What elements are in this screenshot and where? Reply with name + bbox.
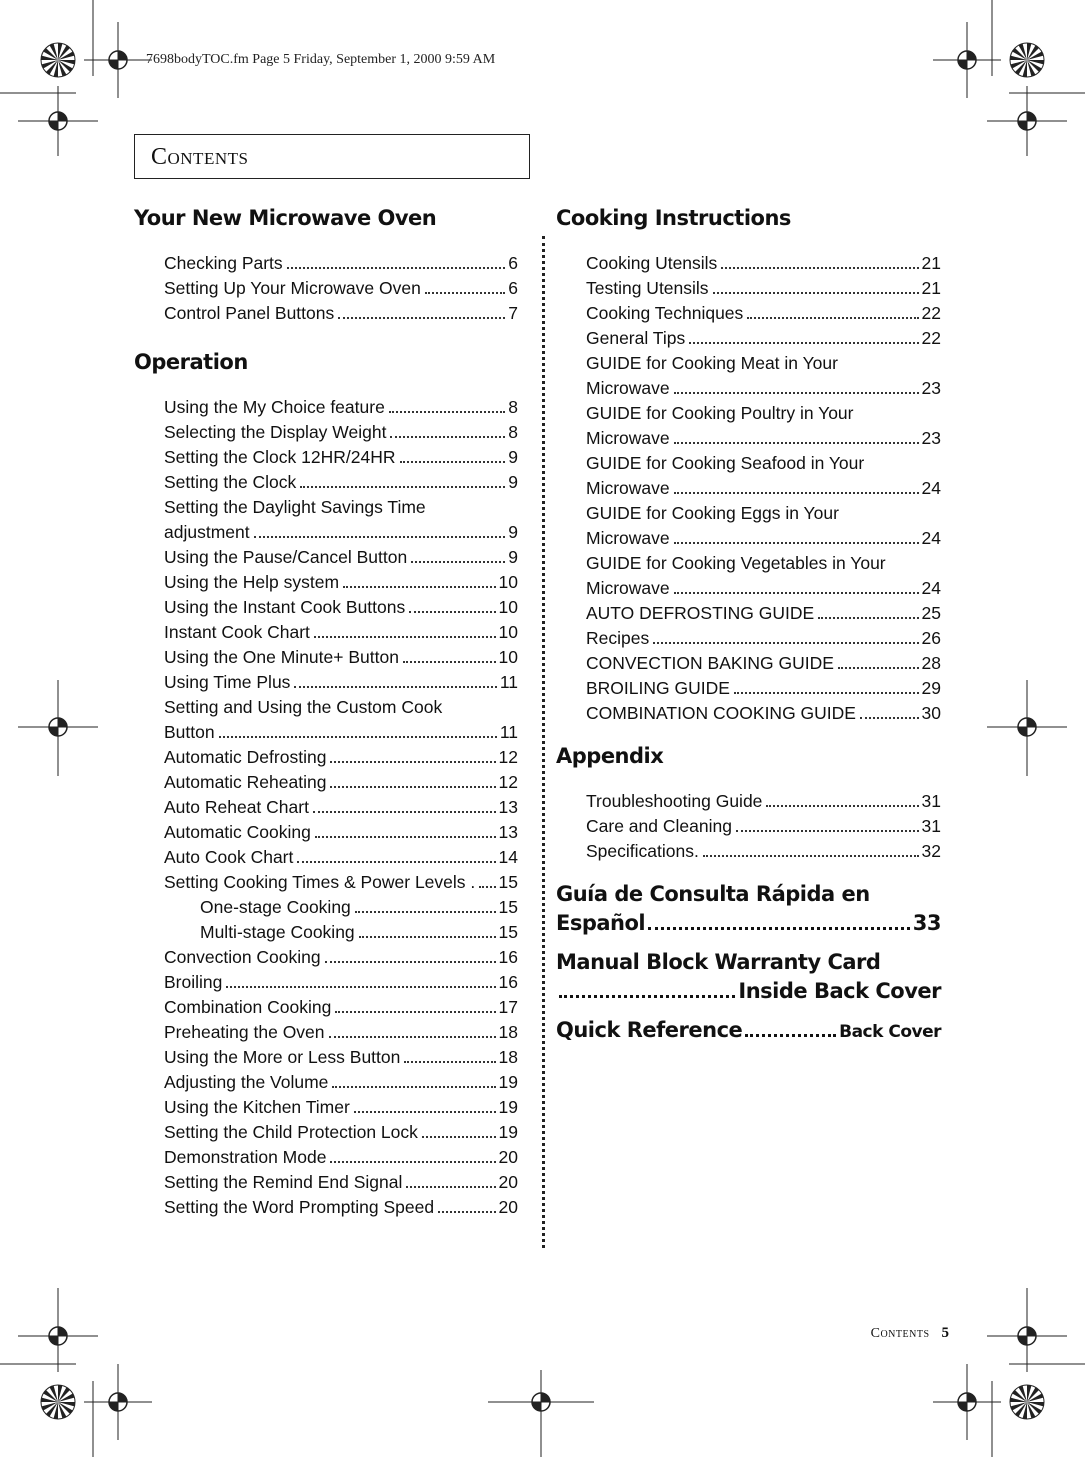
dot-leader xyxy=(359,936,496,938)
toc-entry[interactable] xyxy=(134,795,518,820)
toc-page-number: 21 xyxy=(921,278,941,298)
toc-entry[interactable] xyxy=(556,251,941,276)
toc-entry-label: One-stage Cooking xyxy=(200,897,351,917)
dot-leader xyxy=(559,995,735,998)
dot-leader xyxy=(254,536,506,538)
toc-entry[interactable] xyxy=(134,895,518,920)
dot-leader xyxy=(314,636,496,638)
toc-entry-label: Automatic Reheating xyxy=(164,772,327,792)
toc-entry-label: Using the More or Less Button xyxy=(164,1047,401,1067)
dot-leader xyxy=(404,1061,495,1063)
section-heading: Your New Microwave Oven xyxy=(134,206,437,230)
toc-page-number: 19 xyxy=(498,1072,518,1092)
toc-entry[interactable] xyxy=(556,789,941,814)
dot-leader xyxy=(406,1186,495,1188)
dot-leader xyxy=(329,1036,496,1038)
toc-entry[interactable] xyxy=(134,870,518,895)
toc-page-number: 10 xyxy=(498,597,518,617)
dot-leader xyxy=(736,830,919,832)
toc-entry[interactable] xyxy=(556,676,941,701)
toc-entry[interactable] xyxy=(134,1070,518,1095)
toc-entry[interactable] xyxy=(556,626,941,651)
toc-entry[interactable] xyxy=(134,420,518,445)
toc-list xyxy=(134,251,518,326)
dot-leader xyxy=(674,442,919,444)
dot-leader xyxy=(389,411,505,413)
toc-page-number: 19 xyxy=(498,1097,518,1117)
dot-leader xyxy=(294,686,496,688)
toc-entry[interactable] xyxy=(556,814,941,839)
toc-page-number: 9 xyxy=(508,472,518,492)
dot-leader xyxy=(674,592,919,594)
toc-page-number: 12 xyxy=(498,747,518,767)
dot-leader xyxy=(674,392,919,394)
toc-entry-label: GUIDE for Cooking Eggs in Your xyxy=(586,503,839,523)
dot-leader xyxy=(332,1086,495,1088)
toc-page-number: 11 xyxy=(499,722,518,742)
toc-entry-label: Recipes xyxy=(586,628,650,648)
toc-page-number: 10 xyxy=(498,572,518,592)
toc-entry[interactable] xyxy=(134,670,518,695)
toc-entry[interactable] xyxy=(134,1145,518,1170)
dot-leader xyxy=(330,786,495,788)
dot-leader xyxy=(818,617,918,619)
section-heading: Appendix xyxy=(556,744,664,768)
toc-entry[interactable] xyxy=(556,651,941,676)
dot-leader xyxy=(838,667,919,669)
toc-page-number: 16 xyxy=(498,972,518,992)
toc-page-number: 9 xyxy=(508,547,518,567)
toc-page-number: 8 xyxy=(508,397,518,417)
toc-entry[interactable] xyxy=(134,595,518,620)
toc-entry-label: Setting the Remind End Signal xyxy=(164,1172,403,1192)
toc-entry[interactable] xyxy=(134,770,518,795)
toc-entry[interactable] xyxy=(134,545,518,570)
dot-leader xyxy=(689,342,918,344)
page-footer xyxy=(871,1324,949,1342)
toc-page-number: 25 xyxy=(921,603,941,623)
toc-entry-continued[interactable] xyxy=(556,576,941,601)
toc-entry[interactable] xyxy=(134,695,518,720)
dot-leader xyxy=(653,642,918,644)
toc-entry[interactable] xyxy=(134,276,518,301)
toc-entry[interactable] xyxy=(134,620,518,645)
toc-entry[interactable] xyxy=(556,401,941,426)
footer-label: Contents xyxy=(870,1326,930,1341)
dot-leader xyxy=(325,961,496,963)
toc-entry-label-cont: Microwave xyxy=(586,478,670,498)
toc-entry[interactable] xyxy=(134,845,518,870)
toc-entry[interactable] xyxy=(134,251,518,276)
toc-entry-continued[interactable] xyxy=(556,376,941,401)
toc-entry-label: Broiling xyxy=(164,972,223,992)
toc-page-number: 8 xyxy=(508,422,518,442)
dot-leader xyxy=(313,811,496,813)
toc-page-number: 29 xyxy=(921,678,941,698)
toc-entry-label: Using the Help system xyxy=(164,572,340,592)
toc-page-number: 21 xyxy=(921,253,941,273)
dot-leader xyxy=(400,461,506,463)
toc-entry-label: Setting and Using the Custom Cook xyxy=(164,697,443,717)
dot-leader xyxy=(300,486,505,488)
toc-entry-label: Cooking Techniques xyxy=(586,303,744,323)
toc-entry-label: Setting Up Your Microwave Oven xyxy=(164,278,421,298)
dot-leader xyxy=(338,317,505,319)
toc-page-number: 24 xyxy=(921,528,941,548)
toc-entry-label: Selecting the Display Weight xyxy=(164,422,387,442)
section-heading: Cooking Instructions xyxy=(556,206,791,230)
section-heading: Operation xyxy=(134,350,248,374)
toc-entry[interactable] xyxy=(134,1045,518,1070)
dot-leader xyxy=(355,911,496,913)
toc-entry[interactable] xyxy=(556,326,941,351)
toc-entry[interactable] xyxy=(134,1170,518,1195)
dot-leader xyxy=(479,886,495,888)
toc-entry[interactable] xyxy=(134,395,518,420)
toc-entry-label: Automatic Defrosting xyxy=(164,747,327,767)
toc-entry-label: Setting Cooking Times & Power Levels . xyxy=(164,872,476,892)
dot-leader xyxy=(409,611,495,613)
toc-entry[interactable] xyxy=(134,995,518,1020)
toc-entry-label: Convection Cooking xyxy=(164,947,321,967)
toc-entry-label-cont: Microwave xyxy=(586,428,670,448)
toc-entry-label: GUIDE for Cooking Poultry in Your xyxy=(586,403,854,423)
toc-page-number: 9 xyxy=(508,522,518,542)
toc-entry[interactable] xyxy=(134,445,518,470)
toc-entry[interactable] xyxy=(134,970,518,995)
dot-leader xyxy=(703,855,919,857)
dot-leader xyxy=(330,1161,495,1163)
toc-major-entry[interactable] xyxy=(556,880,941,938)
toc-page-number: 26 xyxy=(921,628,941,648)
toc-page-number: 15 xyxy=(498,922,518,942)
dot-leader xyxy=(297,861,495,863)
toc-major-entry-row xyxy=(556,1016,941,1047)
toc-page-number: 22 xyxy=(921,303,941,323)
toc-entry[interactable] xyxy=(134,1020,518,1045)
toc-major-entry-page: Back Cover xyxy=(839,1022,941,1042)
toc-entry-label-cont: Microwave xyxy=(586,528,670,548)
toc-page-number: 31 xyxy=(921,791,941,811)
toc-page-number: 15 xyxy=(498,897,518,917)
toc-page-number: 32 xyxy=(921,841,941,861)
dot-leader xyxy=(343,586,495,588)
toc-entry[interactable] xyxy=(134,645,518,670)
toc-page-number: 17 xyxy=(498,997,518,1017)
toc-entry[interactable] xyxy=(134,1195,518,1220)
dot-leader xyxy=(425,292,505,294)
toc-page-number: 20 xyxy=(498,1197,518,1217)
toc-entry-label: GUIDE for Cooking Seafood in Your xyxy=(586,453,865,473)
registration-starburst-icon xyxy=(41,43,75,77)
toc-entry-label: CONVECTION BAKING GUIDE xyxy=(586,653,834,673)
toc-entry-label: Auto Reheat Chart xyxy=(164,797,309,817)
toc-entry[interactable] xyxy=(134,470,518,495)
toc-page-number: 30 xyxy=(921,703,941,723)
toc-page-number: 24 xyxy=(921,478,941,498)
toc-list xyxy=(556,789,941,864)
toc-major-entry-label: Quick Reference xyxy=(556,1018,743,1042)
toc-entry-continued[interactable] xyxy=(134,720,518,745)
toc-entry-label: Setting the Clock xyxy=(164,472,297,492)
toc-entry[interactable] xyxy=(134,495,518,520)
toc-page-number: 13 xyxy=(498,822,518,842)
toc-page-number: 18 xyxy=(498,1047,518,1067)
dot-leader xyxy=(674,492,919,494)
toc-page-number: 14 xyxy=(498,847,518,867)
toc-entry-label: GUIDE for Cooking Meat in Your xyxy=(586,353,838,373)
dot-leader xyxy=(422,1136,496,1138)
dot-leader xyxy=(219,736,497,738)
toc-entry-label: Using the Instant Cook Buttons xyxy=(164,597,406,617)
toc-entry-label: Setting the Clock 12HR/24HR xyxy=(164,447,396,467)
page-number: 5 xyxy=(941,1325,949,1341)
contents-title-box xyxy=(134,134,530,179)
dot-leader xyxy=(721,267,918,269)
toc-page-number: 23 xyxy=(921,378,941,398)
dot-leader xyxy=(390,436,505,438)
toc-page-number: 16 xyxy=(498,947,518,967)
dot-leader xyxy=(674,542,919,544)
toc-entry[interactable] xyxy=(134,1120,518,1145)
dot-leader xyxy=(403,661,496,663)
toc-entry-label: Setting the Daylight Savings Time xyxy=(164,497,426,517)
dot-leader xyxy=(315,836,496,838)
toc-entry[interactable] xyxy=(556,501,941,526)
toc-page-number: 18 xyxy=(498,1022,518,1042)
toc-entry[interactable] xyxy=(556,351,941,376)
dot-leader xyxy=(330,761,495,763)
toc-major-entry-line: Manual Block Warranty Card xyxy=(556,950,881,974)
toc-entry[interactable] xyxy=(134,820,518,845)
toc-major-entry-row xyxy=(556,977,941,1006)
toc-entry-label: Cooking Utensils xyxy=(586,253,718,273)
toc-entry-label: Specifications. xyxy=(586,841,699,861)
toc-page-number: 12 xyxy=(498,772,518,792)
toc-page-number: 20 xyxy=(498,1172,518,1192)
toc-major-entry-page: 33 xyxy=(912,911,941,935)
toc-major-entry[interactable] xyxy=(556,1016,941,1047)
toc-entry[interactable] xyxy=(556,701,941,726)
toc-entry-continued[interactable] xyxy=(556,426,941,451)
toc-entry[interactable] xyxy=(134,945,518,970)
toc-entry[interactable] xyxy=(134,301,518,326)
toc-entry-continued[interactable] xyxy=(556,476,941,501)
dot-leader xyxy=(745,1034,836,1037)
toc-entry-label-cont: adjustment xyxy=(164,522,250,542)
toc-page-number: 6 xyxy=(508,278,518,298)
toc-page-number: 10 xyxy=(498,647,518,667)
toc-entry[interactable] xyxy=(556,551,941,576)
toc-entry-label: GUIDE for Cooking Vegetables in Your xyxy=(586,553,886,573)
dot-leader xyxy=(766,805,918,807)
toc-entry-label: Using the My Choice feature xyxy=(164,397,385,417)
toc-entry-label: Troubleshooting Guide xyxy=(586,791,763,811)
toc-page-number: 10 xyxy=(498,622,518,642)
toc-entry-label: Adjusting the Volume xyxy=(164,1072,329,1092)
toc-page-number: 15 xyxy=(498,872,518,892)
toc-major-entry-line: Guía de Consulta Rápida en xyxy=(556,882,870,906)
column-divider xyxy=(542,236,545,1248)
toc-entry[interactable] xyxy=(134,1095,518,1120)
dot-leader xyxy=(648,927,910,930)
toc-major-entry-page: Inside Back Cover xyxy=(738,979,941,1003)
toc-entry-label: Checking Parts xyxy=(164,253,283,273)
toc-entry-label: Testing Utensils xyxy=(586,278,709,298)
dot-leader xyxy=(411,561,505,563)
toc-entry-label: Instant Cook Chart xyxy=(164,622,310,642)
toc-page-number: 23 xyxy=(921,428,941,448)
toc-entry-continued[interactable] xyxy=(556,526,941,551)
print-slug: 7698bodyTOC.fm Page 5 Friday, September 1, 2000 9:59 AM xyxy=(146,52,496,67)
toc-entry[interactable] xyxy=(556,601,941,626)
dot-leader xyxy=(287,267,506,269)
toc-entry-label: Using Time Plus xyxy=(164,672,291,692)
dot-leader xyxy=(335,1011,495,1013)
toc-page-number: 7 xyxy=(508,303,518,323)
registration-starburst-icon xyxy=(1010,1385,1044,1419)
toc-entry[interactable] xyxy=(556,451,941,476)
registration-starburst-icon xyxy=(1010,43,1044,77)
page-title: Contents xyxy=(151,144,249,170)
toc-entry-label: Setting the Child Protection Lock xyxy=(164,1122,418,1142)
toc-entry-continued[interactable] xyxy=(134,520,518,545)
dot-leader xyxy=(438,1211,495,1213)
toc-entry-label: Control Panel Buttons xyxy=(164,303,335,323)
toc-left-column xyxy=(134,204,518,1242)
toc-entry-label: Demonstration Mode xyxy=(164,1147,327,1167)
toc-entry-label: Auto Cook Chart xyxy=(164,847,294,867)
toc-major-entry[interactable] xyxy=(556,948,941,1006)
toc-entry-label: General Tips xyxy=(586,328,686,348)
toc-page-number: 6 xyxy=(508,253,518,273)
dot-leader xyxy=(860,717,919,719)
toc-entry-label: Combination Cooking xyxy=(164,997,332,1017)
toc-page-number: 19 xyxy=(498,1122,518,1142)
toc-major-entry-label: Español xyxy=(556,911,646,935)
toc-entry[interactable] xyxy=(556,276,941,301)
registration-starburst-icon xyxy=(41,1385,75,1419)
dot-leader xyxy=(747,317,918,319)
toc-entry-label-cont: Button xyxy=(164,722,215,742)
dot-leader xyxy=(734,692,919,694)
toc-entry-label: Automatic Cooking xyxy=(164,822,311,842)
toc-page-number: 13 xyxy=(498,797,518,817)
toc-page-number: 28 xyxy=(921,653,941,673)
dot-leader xyxy=(713,292,919,294)
toc-page-number: 22 xyxy=(921,328,941,348)
toc-entry-label: Preheating the Oven xyxy=(164,1022,325,1042)
toc-list xyxy=(556,251,941,726)
toc-page-number: 31 xyxy=(921,816,941,836)
toc-entry-label: Setting the Word Prompting Speed xyxy=(164,1197,435,1217)
toc-page-number: 11 xyxy=(499,672,518,692)
toc-page-number: 24 xyxy=(921,578,941,598)
toc-entry-label: Multi-stage Cooking xyxy=(200,922,355,942)
toc-right-column xyxy=(556,204,941,1057)
toc-entry-label: Using the Pause/Cancel Button xyxy=(164,547,408,567)
toc-entry[interactable] xyxy=(134,920,518,945)
toc-entry-label: AUTO DEFROSTING GUIDE xyxy=(586,603,815,623)
toc-entry-label: BROILING GUIDE xyxy=(586,678,730,698)
toc-entry[interactable] xyxy=(134,745,518,770)
toc-list xyxy=(134,395,518,1220)
toc-entry[interactable] xyxy=(134,570,518,595)
toc-entry-label: Using the Kitchen Timer xyxy=(164,1097,350,1117)
toc-major-entry-row xyxy=(556,909,941,938)
dot-leader xyxy=(354,1111,496,1113)
toc-entry[interactable] xyxy=(556,839,941,864)
dot-leader xyxy=(226,986,495,988)
toc-page-number: 20 xyxy=(498,1147,518,1167)
toc-entry-label: COMBINATION COOKING GUIDE xyxy=(586,703,856,723)
toc-page-number: 9 xyxy=(508,447,518,467)
toc-entry-label: Care and Cleaning xyxy=(586,816,732,836)
toc-entry-label-cont: Microwave xyxy=(586,578,670,598)
toc-entry-label: Using the One Minute+ Button xyxy=(164,647,399,667)
toc-entry-label-cont: Microwave xyxy=(586,378,670,398)
toc-entry[interactable] xyxy=(556,301,941,326)
